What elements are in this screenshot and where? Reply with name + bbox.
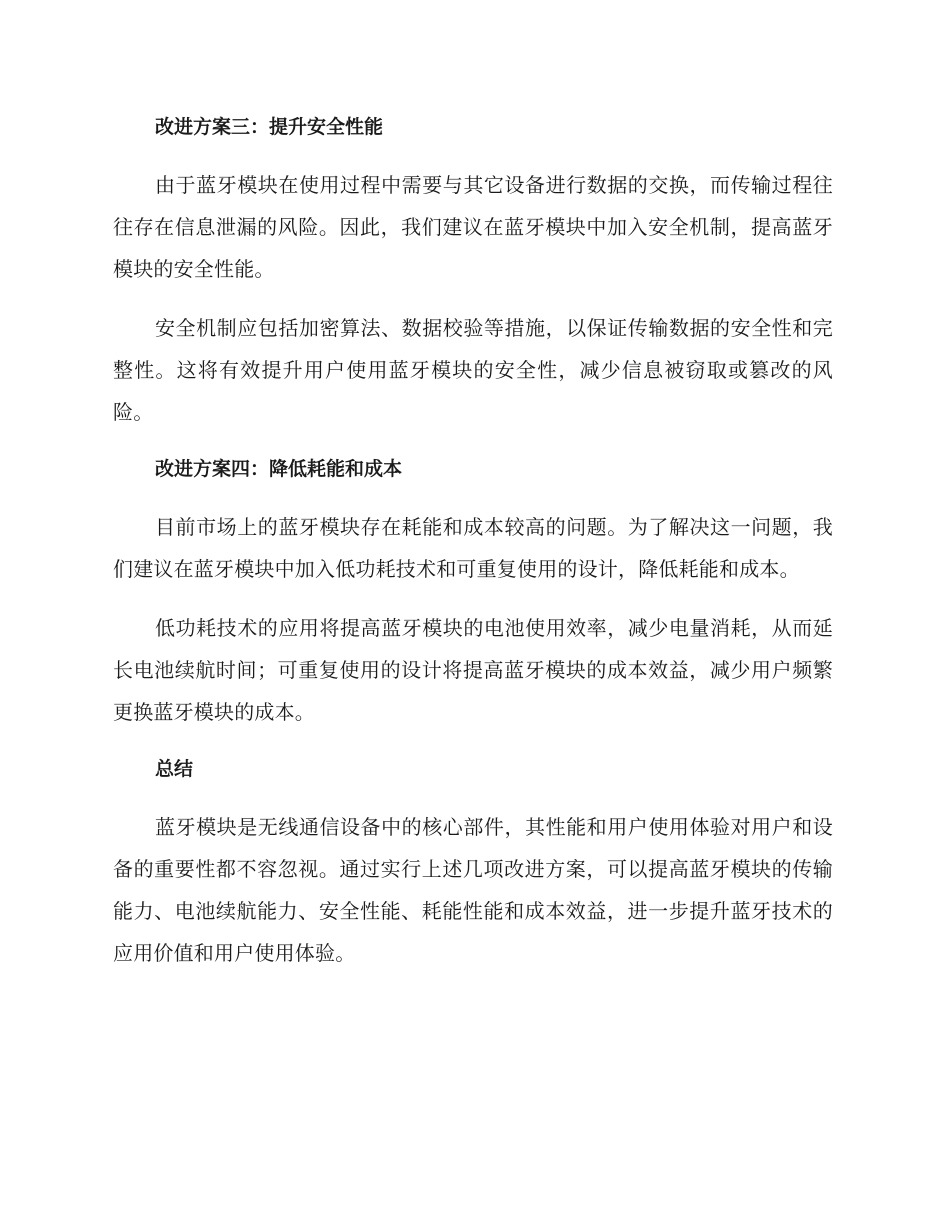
paragraph: 由于蓝牙模块在使用过程中需要与其它设备进行数据的交换，而传输过程往往存在信息泄漏的风险。因此，我们建议在蓝牙模块中加入安全机制，提高蓝牙模块的安全性能。: [113, 173, 833, 281]
section-energy-cost: [113, 450, 833, 733]
paragraph: 低功耗技术的应用将提高蓝牙模块的电池使用效率，减少电量消耗，从而延长电池续航时间；可重复使用的设计将提高蓝牙模块的成本效益，减少用户频繁更换蓝牙模块的成本。: [113, 616, 833, 724]
paragraph: 安全机制应包括加密算法、数据校验等措施，以保证传输数据的安全性和完整性。这将有效提升用户使用蓝牙模块的安全性，减少信息被窃取或篡改的风险。: [113, 316, 833, 424]
section-heading: 总结: [155, 758, 194, 780]
section-security: [113, 108, 833, 433]
section-summary: [113, 750, 833, 974]
document-page: [113, 108, 833, 991]
paragraph: 目前市场上的蓝牙模块存在耗能和成本较高的问题。为了解决这一问题，我们建议在蓝牙模块中加入低功耗技术和可重复使用的设计，降低耗能和成本。: [113, 515, 833, 581]
section-heading: 改进方案三：提升安全性能: [155, 116, 384, 138]
paragraph: 蓝牙模块是无线通信设备中的核心部件，其性能和用户使用体验对用户和设备的重要性都不容忽视。通过实行上述几项改进方案，可以提高蓝牙模块的传输能力、电池续航能力、安全性能、耗能性能和成本效益，进一步提升蓝牙技术的应用价值和用户使用体验。: [113, 815, 833, 965]
section-heading: 改进方案四：降低耗能和成本: [155, 458, 403, 480]
